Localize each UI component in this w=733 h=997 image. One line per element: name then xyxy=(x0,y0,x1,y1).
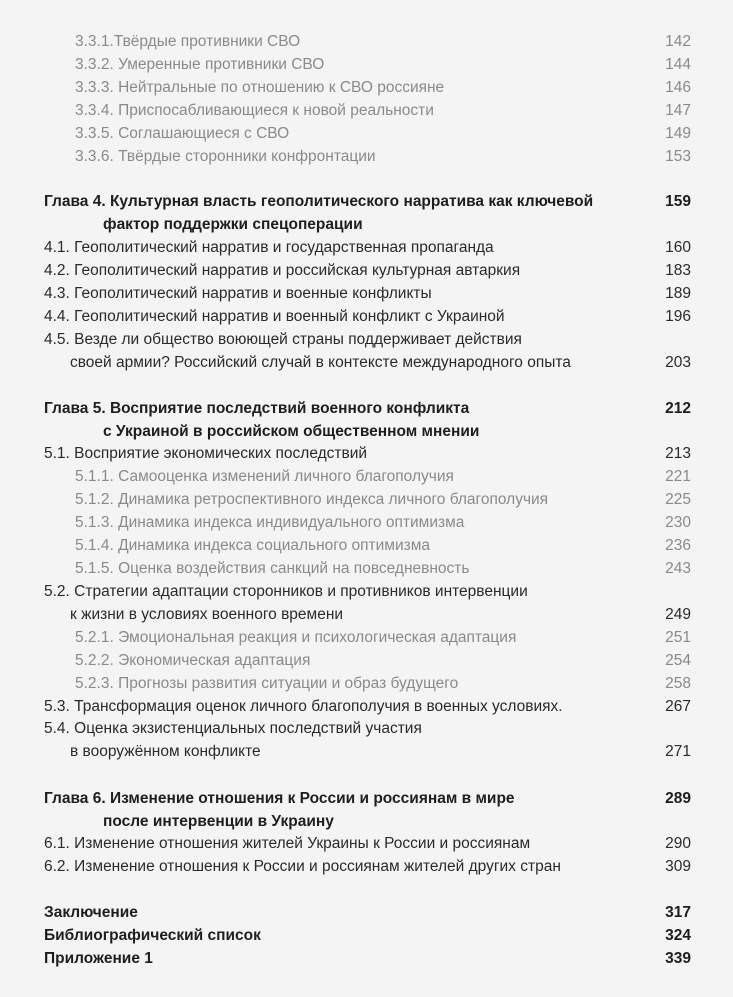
toc-entry-title: 5.1.2. Динамика ретроспективного индекса личного благополучия xyxy=(75,491,549,508)
toc-entry-title: 4.3. Геополитический нарратив и военные конфликты xyxy=(44,285,432,302)
toc-page-number: 271 xyxy=(665,743,691,760)
toc-entry-title: Заключение xyxy=(44,904,138,921)
toc-page-number: 160 xyxy=(665,239,691,256)
toc-entry-title: 3.3.1.Твёрдые противники СВО xyxy=(75,33,301,50)
toc-page-number: 309 xyxy=(665,858,691,875)
toc-entry-title: 5.4. Оценка экзистенциальных последствий участия xyxy=(44,720,422,737)
toc-entry-title: к жизни в условиях военного времени xyxy=(70,606,344,623)
toc-entry-title: в вооружённом конфликте xyxy=(70,743,261,760)
toc-entry-title: фактор поддержки спецоперации xyxy=(103,216,363,233)
toc-entry-title: с Украиной в российском общественном мнении xyxy=(103,423,480,440)
toc-entry-title: 5.1.1. Самооценка изменений личного благополучия xyxy=(75,468,454,485)
toc-entry-title: 5.2.2. Экономическая адаптация xyxy=(75,652,311,669)
toc-page-number: 249 xyxy=(665,606,691,623)
toc-page-number: 142 xyxy=(665,33,691,50)
toc-page-number: 189 xyxy=(665,285,691,302)
toc-page-number: 144 xyxy=(665,56,691,73)
toc-entry-title: 3.3.3. Нейтральные по отношению к СВО россияне xyxy=(75,79,445,96)
toc-page-number: 149 xyxy=(665,125,691,142)
toc-page-number: 267 xyxy=(665,698,691,715)
toc-entry-title: 5.2.1. Эмоциональная реакция и психологическая адаптация xyxy=(75,629,517,646)
toc-page-number: 147 xyxy=(665,102,691,119)
toc-page-number: 251 xyxy=(665,629,691,646)
toc-entry-title: Глава 4. Культурная власть геополитического нарратива как ключевой xyxy=(44,193,594,210)
toc-entry-title: 5.2.3. Прогнозы развития ситуации и образ будущего xyxy=(75,675,459,692)
toc-page-number: 196 xyxy=(665,308,691,325)
toc-page-number: 213 xyxy=(665,445,691,462)
toc-entry-title: после интервенции в Украину xyxy=(103,813,334,830)
toc-entry-title: 5.3. Трансформация оценок личного благополучия в военных условиях. xyxy=(44,698,563,715)
toc-entry-title: 6.1. Изменение отношения жителей Украины к России и россиянам xyxy=(44,835,531,852)
toc-entry-title: 3.3.2. Умеренные противники СВО xyxy=(75,56,325,73)
toc-entry-title: 5.1.5. Оценка воздействия санкций на повседневность xyxy=(75,560,470,577)
toc-page-number: 183 xyxy=(665,262,691,279)
toc-page-number: 290 xyxy=(665,835,691,852)
toc-entry-title: 3.3.4. Приспосабливающиеся к новой реальности xyxy=(75,102,434,119)
toc-entry-title: 4.4. Геополитический нарратив и военный конфликт с Украиной xyxy=(44,308,505,325)
toc-page-number: 258 xyxy=(665,675,691,692)
toc-page-number: 212 xyxy=(665,400,691,417)
toc-page-number: 146 xyxy=(665,79,691,96)
toc-page-number: 159 xyxy=(665,193,691,210)
toc-page-number: 324 xyxy=(665,927,691,944)
toc-entry-title: 5.1.3. Динамика индекса индивидуального оптимизма xyxy=(75,514,465,531)
toc-page-number: 289 xyxy=(665,790,691,807)
toc-page-number: 243 xyxy=(665,560,691,577)
toc-page-number: 339 xyxy=(665,950,691,967)
toc-entry-title: 4.2. Геополитический нарратив и российская культурная автаркия xyxy=(44,262,521,279)
toc-entry-title: 4.5. Везде ли общество воюющей страны поддерживает действия xyxy=(44,331,522,348)
toc-page-number: 221 xyxy=(665,468,691,485)
toc-entry-title: 5.2. Стратегии адаптации сторонников и противников интервенции xyxy=(44,583,528,600)
toc-page-number: 254 xyxy=(665,652,691,669)
toc-entry-title: Приложение 1 xyxy=(44,950,153,967)
toc-entry-title: 5.1. Восприятие экономических последствий xyxy=(44,445,368,462)
toc-page-number: 225 xyxy=(665,491,691,508)
toc-entry-title: Глава 6. Изменение отношения к России и россиянам в мире xyxy=(44,790,515,807)
toc-entry-title: Глава 5. Восприятие последствий военного конфликта xyxy=(44,400,470,417)
toc-page-number: 153 xyxy=(665,148,691,165)
toc-entry-title: Библиографический список xyxy=(44,927,261,944)
toc-page-number: 230 xyxy=(665,514,691,531)
toc-page-number: 236 xyxy=(665,537,691,554)
toc-entry-title: 5.1.4. Динамика индекса социального оптимизма xyxy=(75,537,431,554)
toc-entry-title: 4.1. Геополитический нарратив и государственная пропаганда xyxy=(44,239,494,256)
toc-page-number: 317 xyxy=(665,904,691,921)
toc-page-number: 203 xyxy=(665,354,691,371)
toc-entry-title: своей армии? Российский случай в контексте международного опыта xyxy=(70,354,571,371)
toc-entry-title: 3.3.5. Соглашающиеся с СВО xyxy=(75,125,290,142)
toc-entry-title: 6.2. Изменение отношения к России и россиянам жителей других стран xyxy=(44,858,561,875)
toc-entry-title: 3.3.6. Твёрдые сторонники конфронтации xyxy=(75,148,376,165)
